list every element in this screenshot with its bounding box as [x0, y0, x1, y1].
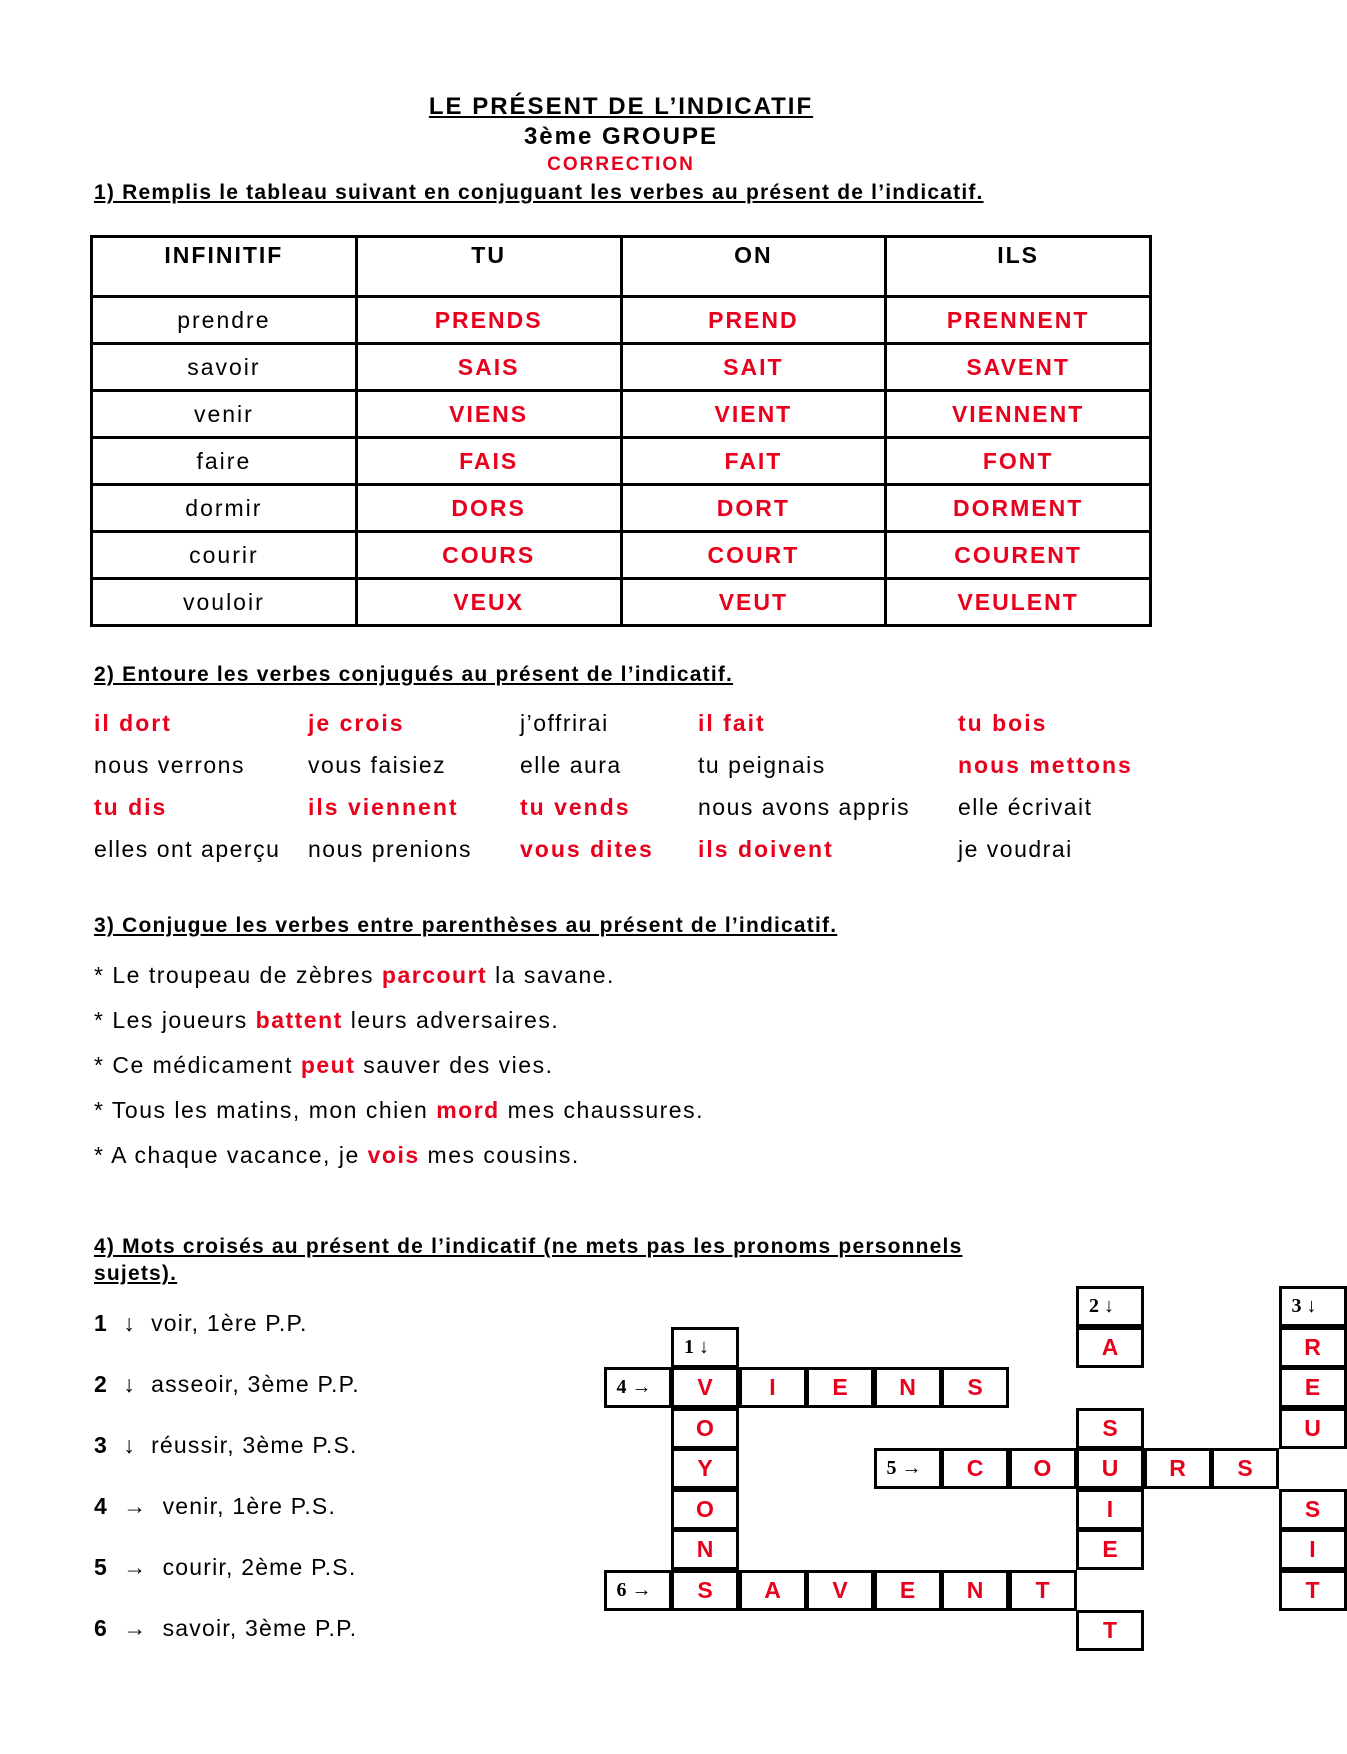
section1-heading: 1) Remplis le tableau suivant en conjuguant les verbes au présent de l’indicatif.	[94, 181, 984, 204]
sentence-end: mes chaussures.	[499, 1097, 704, 1123]
section4-heading-line2: sujets).	[94, 1262, 178, 1285]
clues-list	[94, 1310, 360, 1676]
clue-item	[94, 1371, 360, 1432]
crossword-label-5: 5 →	[874, 1448, 942, 1489]
sentence-answer: battent	[255, 1007, 343, 1033]
crossword-cell: O	[671, 1408, 739, 1449]
verb-item[interactable]: tu peignais	[698, 752, 826, 778]
verb-item[interactable]: j’offrirai	[520, 710, 609, 736]
crossword-cell: N	[941, 1570, 1009, 1611]
sentence	[94, 1142, 704, 1187]
clue-text: asseoir, 3ème P.P.	[151, 1371, 360, 1397]
crossword-cell: S	[1279, 1489, 1347, 1530]
correction-label: CORRECTION	[547, 154, 695, 175]
verb-item[interactable]: il dort	[94, 710, 172, 736]
verb-item[interactable]: elle écrivait	[958, 794, 1093, 820]
verbs-row	[94, 710, 1178, 752]
verbs-row	[94, 752, 1178, 794]
table-row	[92, 344, 1151, 391]
page-subtitle: 3ème GROUPE	[523, 123, 719, 150]
sentence-end: leurs adversaires.	[342, 1007, 560, 1033]
infinitive-cell: savoir	[92, 344, 357, 391]
crossword-cell: V	[671, 1367, 739, 1408]
sentence	[94, 962, 704, 1007]
answer-cell: FONT	[886, 438, 1151, 485]
crossword-cell: I	[739, 1367, 807, 1408]
crossword-cell: E	[874, 1570, 942, 1611]
answer-cell: VEULENT	[886, 579, 1151, 626]
sentence-answer: parcourt	[381, 962, 488, 988]
crossword-cell: O	[1009, 1448, 1077, 1489]
answer-cell: COURS	[356, 532, 621, 579]
sentence-answer: mord	[436, 1097, 500, 1123]
conjugation-table	[90, 235, 1152, 627]
sentence	[94, 1097, 704, 1142]
clue-number: 6	[94, 1615, 108, 1641]
crossword-label-4: 4 →	[604, 1367, 672, 1408]
crossword-cell: T	[1076, 1610, 1144, 1651]
arrow-icon: ↓	[123, 1310, 136, 1336]
verbs-row	[94, 836, 1178, 878]
crossword-cell: O	[671, 1489, 739, 1530]
header-ils: ILS	[886, 237, 1151, 297]
answer-cell: DORT	[621, 485, 886, 532]
verbs-grid	[94, 710, 1178, 878]
header-infinitif: INFINITIF	[92, 237, 357, 297]
clue-item	[94, 1432, 360, 1493]
answer-cell: SAIT	[621, 344, 886, 391]
answer-cell: COURT	[621, 532, 886, 579]
arrow-icon: ↓	[123, 1371, 136, 1397]
verb-item[interactable]: vous faisiez	[308, 752, 447, 778]
sentence-start: * Tous les matins, mon chien	[94, 1097, 437, 1123]
section3-heading: 3) Conjugue les verbes entre parenthèses au présent de l’indicatif.	[94, 914, 838, 937]
verb-item[interactable]: tu vends	[520, 794, 631, 820]
crossword-cell: T	[1279, 1570, 1347, 1611]
table-row	[92, 391, 1151, 438]
crossword-cell: I	[1076, 1489, 1144, 1530]
clue-number: 5	[94, 1554, 108, 1580]
crossword-cell: S	[1076, 1408, 1144, 1449]
clue-text: savoir, 3ème P.P.	[162, 1615, 358, 1641]
sentence-end: la savane.	[487, 962, 615, 988]
crossword-cell: V	[806, 1570, 874, 1611]
verb-item[interactable]: ils viennent	[308, 794, 459, 820]
clue-text: venir, 1ère P.S.	[162, 1493, 337, 1519]
crossword-cell: S	[941, 1367, 1009, 1408]
infinitive-cell: vouloir	[92, 579, 357, 626]
sentences-list	[94, 962, 704, 1187]
crossword-label-6: 6 →	[604, 1570, 672, 1611]
table-row	[92, 579, 1151, 626]
crossword-cell: R	[1279, 1327, 1347, 1368]
arrow-icon: →	[123, 1554, 148, 1580]
verb-item[interactable]: il fait	[698, 710, 766, 736]
answer-cell: VEUT	[621, 579, 886, 626]
verb-item[interactable]: elles ont aperçu	[94, 836, 281, 862]
crossword-label-1: 1 ↓	[671, 1327, 739, 1368]
answer-cell: FAIT	[621, 438, 886, 485]
table-header-row	[92, 237, 1151, 297]
crossword-cell: T	[1009, 1570, 1077, 1611]
answer-cell: DORS	[356, 485, 621, 532]
verb-item[interactable]: tu bois	[958, 710, 1048, 736]
answer-cell: VIENS	[356, 391, 621, 438]
verb-item[interactable]: nous avons appris	[698, 794, 911, 820]
sentence-start: * Ce médicament	[94, 1052, 301, 1078]
verb-item[interactable]: je voudrai	[958, 836, 1073, 862]
header-on: ON	[621, 237, 886, 297]
clue-text: réussir, 3ème P.S.	[151, 1432, 358, 1458]
crossword-cell: E	[1076, 1529, 1144, 1570]
answer-cell: VIENT	[621, 391, 886, 438]
sentence-answer: vois	[367, 1142, 420, 1168]
infinitive-cell: prendre	[92, 297, 357, 344]
answer-cell: FAIS	[356, 438, 621, 485]
answer-cell: SAVENT	[886, 344, 1151, 391]
clue-item	[94, 1493, 360, 1554]
clue-item	[94, 1554, 360, 1615]
section4-heading	[94, 1233, 1146, 1287]
infinitive-cell: venir	[92, 391, 357, 438]
crossword-cell: A	[739, 1570, 807, 1611]
crossword-cell: C	[941, 1448, 1009, 1489]
answer-cell: SAIS	[356, 344, 621, 391]
sentence-answer: peut	[300, 1052, 356, 1078]
crossword-cell: U	[1279, 1408, 1347, 1449]
verb-item[interactable]: elle aura	[520, 752, 622, 778]
clue-number: 2	[94, 1371, 108, 1397]
answer-cell: DORMENT	[886, 485, 1151, 532]
crossword-cell: N	[874, 1367, 942, 1408]
verb-item[interactable]: nous prenions	[308, 836, 472, 862]
answer-cell: COURENT	[886, 532, 1151, 579]
clue-text: courir, 2ème P.S.	[162, 1554, 357, 1580]
table-row	[92, 438, 1151, 485]
crossword-label-3: 3 ↓	[1279, 1286, 1347, 1327]
verbs-row	[94, 794, 1178, 836]
arrow-icon: ↓	[123, 1432, 136, 1458]
section4-heading-line1: 4) Mots croisés au présent de l’indicatif (ne mets pas les pronoms personnels	[94, 1235, 963, 1258]
crossword-cell: U	[1076, 1448, 1144, 1489]
crossword-cell: I	[1279, 1529, 1347, 1570]
arrow-icon: →	[123, 1615, 148, 1641]
crossword-cell: S	[1211, 1448, 1279, 1489]
arrow-icon: →	[123, 1493, 148, 1519]
infinitive-cell: dormir	[92, 485, 357, 532]
crossword-cell: R	[1144, 1448, 1212, 1489]
clue-text: voir, 1ère P.P.	[151, 1310, 308, 1336]
sentence-start: * Les joueurs	[94, 1007, 256, 1033]
crossword-cell: E	[806, 1367, 874, 1408]
clue-number: 3	[94, 1432, 108, 1458]
header-tu: TU	[356, 237, 621, 297]
table-row	[92, 532, 1151, 579]
answer-cell: VEUX	[356, 579, 621, 626]
clue-number: 4	[94, 1493, 108, 1519]
sentence-end: mes cousins.	[419, 1142, 580, 1168]
verb-item[interactable]: ils doivent	[698, 836, 834, 862]
verb-item[interactable]: vous dites	[520, 836, 654, 862]
clue-number: 1	[94, 1310, 108, 1336]
sentence	[94, 1052, 704, 1097]
answer-cell: PRENNENT	[886, 297, 1151, 344]
answer-cell: PRENDS	[356, 297, 621, 344]
verb-item[interactable]: nous verrons	[94, 752, 245, 778]
section2-heading: 2) Entoure les verbes conjugués au présent de l’indicatif.	[94, 663, 734, 686]
sentence	[94, 1007, 704, 1052]
sentence-end: sauver des vies.	[355, 1052, 554, 1078]
verb-item[interactable]: je crois	[308, 710, 405, 736]
answer-cell: VIENNENT	[886, 391, 1151, 438]
infinitive-cell: courir	[92, 532, 357, 579]
title-block	[0, 92, 1242, 178]
clue-item	[94, 1615, 360, 1676]
sentence-start: * A chaque vacance, je	[94, 1142, 368, 1168]
infinitive-cell: faire	[92, 438, 357, 485]
verb-item[interactable]: tu dis	[94, 794, 168, 820]
page-title: LE PRÉSENT DE L’INDICATIF	[428, 93, 814, 120]
crossword-label-2: 2 ↓	[1076, 1286, 1144, 1327]
crossword-cell: A	[1076, 1327, 1144, 1368]
crossword-cell: E	[1279, 1367, 1347, 1408]
crossword-cell: Y	[671, 1448, 739, 1489]
sentence-start: * Le troupeau de zèbres	[94, 962, 382, 988]
crossword-cell: N	[671, 1529, 739, 1570]
table-row	[92, 485, 1151, 532]
table-row	[92, 297, 1151, 344]
answer-cell: PREND	[621, 297, 886, 344]
crossword-cell: S	[671, 1570, 739, 1611]
verb-item[interactable]: nous mettons	[958, 752, 1133, 778]
clue-item	[94, 1310, 360, 1371]
